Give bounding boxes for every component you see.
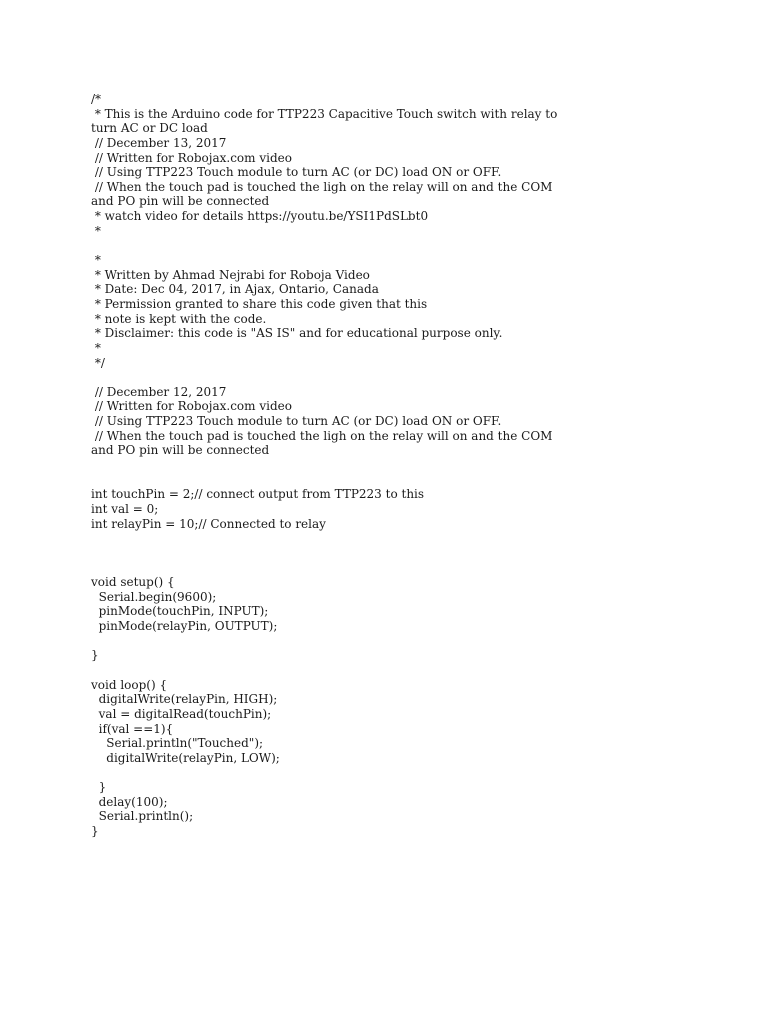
code-line [91, 546, 711, 561]
code-line: // When the touch pad is touched the ligh on the relay will on and the COM [91, 428, 553, 443]
code-line: } [91, 780, 107, 795]
code-line: digitalWrite(relayPin, HIGH); [91, 692, 278, 707]
code-line: pinMode(touchPin, INPUT); [91, 604, 269, 619]
code-line: // When the touch pad is touched the ligh on the relay will on and the COM [91, 179, 553, 194]
code-line: * [91, 223, 101, 238]
code-line [91, 765, 711, 780]
code-line: void setup() { [91, 575, 175, 590]
code-line: // December 12, 2017 [91, 384, 227, 399]
code-line: turn AC or DC load [91, 121, 208, 136]
code-line: * Date: Dec 04, 2017, in Ajax, Ontario, Canada [91, 282, 379, 297]
code-line: * watch video for details https://youtu.be/YSI1PdSLbt0 [91, 209, 429, 224]
code-line: * This is the Arduino code for TTP223 Capacitive Touch switch with relay to [91, 106, 558, 121]
code-line: /* [91, 92, 102, 106]
code-line: // Using TTP223 Touch module to turn AC (or DC) load ON or OFF. [91, 414, 502, 429]
code-line: Serial.println(); [91, 809, 194, 824]
code-line [91, 473, 711, 488]
code-line: if(val ==1){ [91, 721, 174, 736]
code-line [91, 458, 711, 473]
code-line: } [91, 824, 99, 839]
code-line [91, 634, 711, 649]
code-line: // Written for Robojax.com video [91, 150, 292, 165]
code-line: * Written by Ahmad Nejrabi for Roboja Video [91, 267, 370, 282]
code-line: void loop() { [91, 677, 168, 692]
code-line: int touchPin = 2;// connect output from TTP223 to this [91, 487, 425, 502]
code-line: digitalWrite(relayPin, LOW); [91, 750, 280, 765]
code-line: * Disclaimer: this code is "AS IS" and for educational purpose only. [91, 326, 503, 341]
code-line: int val = 0; [91, 501, 159, 516]
code-line: // December 13, 2017 [91, 135, 227, 150]
code-line: int relayPin = 10;// Connected to relay [91, 516, 326, 531]
code-line: // Written for Robojax.com video [91, 399, 292, 414]
code-line [91, 531, 711, 546]
code-line: pinMode(relayPin, OUTPUT); [91, 619, 278, 634]
code-line: * Permission granted to share this code given that this [91, 296, 428, 311]
code-line: and PO pin will be connected [91, 194, 270, 209]
code-line: * note is kept with the code. [91, 311, 267, 326]
code-line: delay(100); [91, 794, 168, 809]
code-line: * [91, 253, 101, 268]
code-line [91, 663, 711, 678]
code-line [91, 561, 711, 576]
code-line: // Using TTP223 Touch module to turn AC (or DC) load ON or OFF. [91, 165, 502, 180]
code-line: Serial.begin(9600); [91, 589, 217, 604]
code-line [91, 238, 711, 253]
code-line [91, 370, 711, 385]
code-line: val = digitalRead(touchPin); [91, 706, 272, 721]
code-line: */ [91, 355, 105, 370]
code-listing [91, 92, 711, 839]
code-line: * [91, 340, 101, 355]
code-line: and PO pin will be connected [91, 443, 270, 458]
code-line: Serial.println("Touched"); [91, 736, 264, 751]
code-line: } [91, 648, 99, 663]
